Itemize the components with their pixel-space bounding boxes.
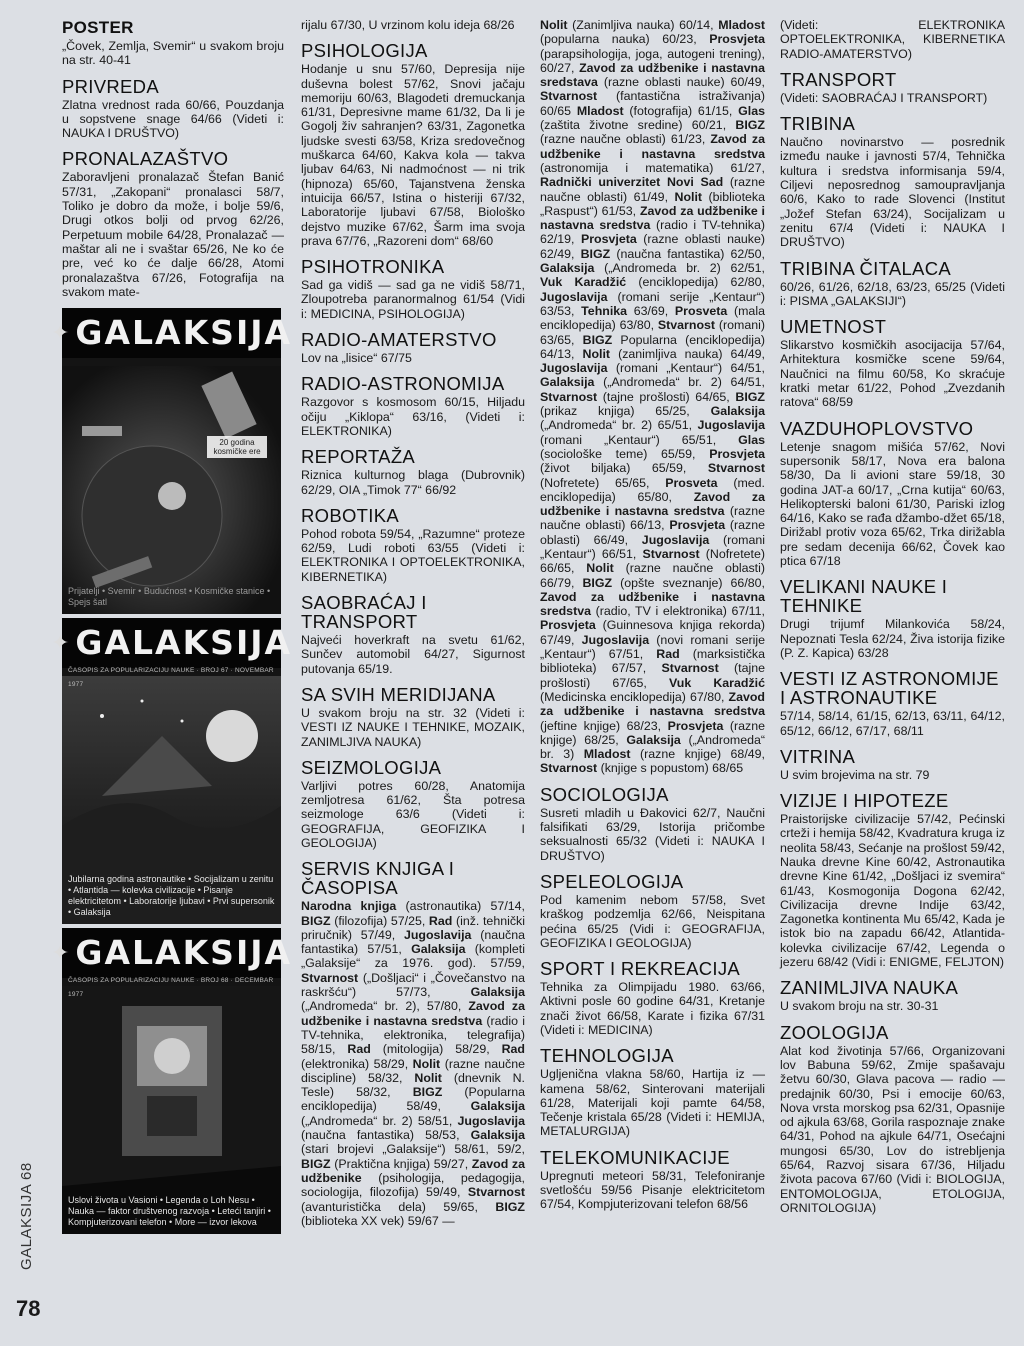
rocket-icon: ✦ [50,320,70,345]
section-entries: Zlatna vrednost rada 60/66, Pouzdanja u sopstvene snage 64/66 (Videti i: NAUKA I DRUŠTVO) [62,97,284,141]
section-heading: POSTER [62,18,134,37]
section-entries: Razgovor s kosmosom 60/15, Hiljadu očiju „Kiklopa“ 63/16, (Videti i: ELEKTRONIKA) [301,395,525,438]
magazine-cover [50,308,293,614]
running-title: GALAKSIJA 68 [18,1162,35,1270]
cover-tag: 20 godina kosmičke ere [207,436,267,458]
section-entries: Slikarstvo kosmičkih asocijacija 57/64, Arhitektura kosmičke scene 59/64, Naučnici na filmu 60/58, Ko skraćuje kratki metar 61/22, Pohod „Zvezdanih ratova“ 68/59 [780,338,1005,410]
index-section [540,18,765,776]
index-section [62,149,284,299]
index-section [780,419,1005,569]
section-heading: UMETNOST [780,316,887,338]
section-heading: VAZDUHOPLOVSTVO [780,417,974,439]
cover-masthead [50,928,293,978]
section-entries: Tehnika za Olimpijadu 1980. 63/66, Aktivni posle 60 godine 64/31, Kretanje znači život 66/58, Karate i fizika 67/31 (Videti i: MEDICINA) [540,980,765,1037]
index-section [540,1046,765,1138]
index-section [780,114,1005,249]
section-entries: Ugljenična vlakna 58/60, Hartija iz — kamena 58/62, Sinterovani materijali 61/28, Materijali koji pamte 64/58, Tečenje kristala 65/28 (Videti i: HEMIJA, METALURGIJA) [540,1067,765,1139]
section-entries: Lov na „lisice“ 67/75 [301,351,412,366]
index-section [301,41,525,248]
index-section [301,758,525,850]
section-entries: Letenje snagom mišića 57/62, Novi supersonik 58/17, Nova era balona 58/30, Da li avioni stare 59/18, 30 godina JAT-a 60/17, „Crna kutija“ 60/63, Helikopterski baloni 61/30, Pariski izlog 64/16, Kako se rađa džambo-džet 65/18, Dirižabl protiv voza 65/62, Trka dirižabla pre sedam decenija 66/62, Čovek kao ptica 67/18 [780,439,1005,569]
section-heading: TRIBINA ČITALACA [780,257,951,279]
section-heading: PSIHOLOGIJA [301,40,428,62]
section-entries: Varljivi potres 60/28, Anatomija zemljotresa 61/62, Šta potresa seizmologe 63/6 (Videti i: GEOGRAFIJA, GEOFIZIKA I GEOLOGIJA) [301,778,525,850]
section-heading: ZANIMLJIVA NAUKA [780,977,959,999]
index-section [780,259,1005,309]
index-section [301,374,525,438]
cover-subtitle: ČASOPIS ZA POPULARIZACIJU NAUKE · BROJ 68 · DECEMBAR 1977 [68,977,274,999]
index-section [301,18,525,32]
index-section [780,747,1005,782]
section-entries: Naučno novinarstvo — posrednik između nauke i javnosti 57/4, Tehnička kultura i sredstva informisanja 59/4, Ciljevi neposrednog samoupravljanja 60/6, Kako to rade Slovenci (Institut „Jožef Stefan 63/24), Socijalizam u zenitu 67/4 (Videti i: NAUKA I DRUŠTVO) [780,135,1005,250]
section-entries: (Videti: ELEKTRONIKA OPTOELEKTRONIKA, KIBERNETIKA RADIO-AMATERSTVO) [780,18,1005,61]
index-section [780,1023,1005,1216]
index-section [780,978,1005,1013]
section-heading: SEIZMOLOGIJA [301,756,442,778]
index-section [301,593,525,676]
index-section [780,791,1005,969]
cover-logo: GALAKSIJA [75,623,293,662]
column-2 [301,18,525,1237]
index-section [301,330,525,365]
section-entries: Pohod robota 59/54, „Razumne“ proteze 62/59, Ludi roboti 63/55 (Videti i: ELEKTRONIKA I OPTOELEKTRONIKA, KIBERNETIKA) [301,526,525,584]
column-1 [50,18,293,1234]
magazine-cover [50,928,293,1234]
index-section [780,577,1005,660]
section-heading: TRANSPORT [780,68,897,90]
section-entries: „Čovek, Zemlja, Svemir“ u svakom broju na str. 40-41 [62,39,284,68]
section-entries: Praistorijske civilizacije 57/42, Pećinski crteži i hemija 58/42, Kvadratura kruga iz neolita 58/43, Sećanje na prošlost 59/42, Nauka drevne Kine 60/42, Astronautika drevne Kine 61/42, „Došljaci iz svemira“ 61/43, Kosmogonija Dogona 62/42, Civilizacija drevne Indije 63/42, Zagonetka kontinenta Mu 65/42, Kada je istok bio na zapadu 66/42, Atlantida-kolevka civilizacije 67/42, Legenda o jezeru 68/42 (Vidi i: ENIGME, FELJTON) [780,812,1005,970]
section-heading: TRIBINA [780,113,856,135]
cover-masthead [50,308,293,358]
section-entries: Nolit (Zanimljiva nauka) 60/14, Mladost (popularna nauka) 60/23, Prosvjeta (parapsihologija, joga, autogeni trening), 60/27, Zavod za udžbenike i nastavna sredstava (razne oblasti nauke) 60/49, Stvarnost (fantastična istraživanja) 60/65 Mladost (fotografija) 61/15, Glas (zaštita životne sredine) 60/21, BIGZ (razne naučne oblasti) 61/23, Zavod za udžbenike i nastavna sredstva (astronomija i matematika) 61/27, Radnički univerzitet Novi Sad (razne naučne oblasti) 61/49, Nolit (biblioteka „Raspust“) 61/53, Zavod za udžbenike i nastavna sredstva (radio i TV-tehnika) 62/19, Prosvjeta (razne oblasti nauke) 62/49, BIGZ (naučna fantastika) 62/50, Galaksija („Andromeda br. 2) 62/51, Vuk Karadžić (enciklopedija) 62/80, Jugoslavija (romani serije „Kentaur“) 63/53, Tehnika 63/69, Prosveta (mala enciklopedija) 63/80, Stvarnost (romani) 63/65, BIGZ Popularna (enciklopedija) 64/13, Nolit (zanimljiva nauka) 64/49, Jugoslavija (romani „Kentaur“) 64/51, Galaksija („Andromeda“ br. 2) 64/51, Stvarnost (tajne prošlosti) 64/65, BIGZ (prikaz knjiga) 65/25, Galaksija („Andromeda“ br. 2) 65/51, Jugoslavija (romani „Kentaur“) 65/51, Glas (sociološke teme) 65/59, Prosvjeta (život biljaka) 65/59, Stvarnost (Nofretete) 65/65, Prosveta (med. enciklopedija) 65/80, Zavod za udžbenike i nastavna sredstva (razne naučne oblasti) 66/13, Prosvjeta (razne oblasti) 66/49, Jugoslavija (romani „Kentaur“) 66/51, Stvarnost (Nofretete) 66/65, Nolit (razne naučne oblasti) 66/79, BIGZ (opšte sveznanje) 66/80, Zavod za udžbenike i nastavna sredstva (radio, TV i elektronika) 67/11, Prosvjeta (Guinnesova knjiga rekorda) 67/49, Jugoslavija (novi romani serije „Kentaur“) 67/51, Rad (marksistička biblioteka) 67/57, Stvarnost (tajne prošlosti) 67/65, Vuk Karadžić (Medicinska enciklopedija) 67/80, Zavod za udžbenike i nastavna sredstva (jeftine knjige) 68/23, Prosvjeta (razne knjige) 68/25, Galaksija („Andromeda“ br. 3) Mladost (razne knjige) 68/49, Stvarnost (knjige s popustom) 68/65 [540,18,766,776]
section-entries: Pod kamenim nebom 57/58, Svet kraškog podzemlja 62/66, Neispitana pećina 65/25 (Vidi i: GEOGRAFIJA, GEOFIZIKA I GEOLOGIJA) [540,892,765,950]
index-section [540,785,765,863]
index-section [301,506,525,584]
section-entries: Zaboravljeni pronalazač Štefan Banić 57/31, „Zakopani“ pronalasci 58/7, Toliko je dobro da može, i bolje 59/6, Drugi otkos bolji od prvog 62/26, Perpetuum mobile 64/28, Pronalazač — maštar ali ne i svaštar 65/26, Ne ko će pre, već ko će dalje 66/28, Atomi pronalazaštva 67/26, Fotografija na svakom mate- [62,170,284,299]
section-entries: 57/14, 58/14, 61/15, 62/13, 63/11, 64/12, 65/12, 66/12, 67/17, 68/11 [780,709,1005,738]
section-heading: REPORTAŽA [301,446,416,468]
section-heading: PRIVREDA [62,75,159,97]
section-heading: ROBOTIKA [301,504,399,526]
section-heading: RADIO-AMATERSTVO [301,329,497,351]
index-section [540,959,765,1037]
section-entries: U svakom broju na str. 32 (Videti i: VESTI IZ NAUKE I TEHNIKE, MOZAIK, ZANIMLJIVA NAUKA) [301,705,525,749]
index-section [540,1148,765,1212]
index-section [301,685,525,749]
section-heading: SOCIOLOGIJA [540,783,669,805]
index-section [780,18,1005,61]
index-section [62,18,284,68]
section-heading: VELIKANI NAUKE I TEHNIKE [780,576,948,617]
section-entries: Riznica kulturnog blaga (Dubrovnik) 62/29, OIA „Timok 77“ 66/92 [301,468,525,497]
section-entries: U svakom broju na str. 30-31 [780,999,939,1014]
section-heading: VIZIJE I HIPOTEZE [780,790,949,812]
cover-illustration [62,366,281,614]
section-entries: Drugi trijumf Milankovića 58/24, Nepoznati Tesla 62/24, Živa istorija fizike (P. Z. Kapica) 63/28 [780,617,1005,660]
column-4 [780,18,1005,1224]
section-heading: TEHNOLOGIJA [540,1045,674,1067]
section-heading: RADIO-ASTRONOMIJA [301,373,505,395]
section-heading: ZOOLOGIJA [780,1021,889,1043]
cover-caption: Uslovi života u Vasioni • Legenda o Loh Nesu • Nauka — faktor društvenog razvoja • Leteći tanjiri • Kompjuterizovani telefon • More — izvor lekova [68,1195,271,1228]
column-3 [540,18,765,1221]
cover-caption: Jubilarna godina astronautike • Socijalizam u zenitu • Atlantida — kolevka civilizacije • Pisanje elektricitetom • Laboratorije ljubavi • Prvi supersonik • Galaksija [68,874,275,918]
section-heading: TELEKOMUNIKACIJE [540,1146,730,1168]
section-entries: U svim brojevima na str. 79 [780,767,930,782]
cover-logo: GALAKSIJA [75,313,293,352]
cover-masthead [50,618,293,668]
section-entries: Najveći hoverkraft na svetu 61/62, Sunčev automobil 64/27, Sigurnost putovanja 65/19. [301,633,525,676]
index-section [301,447,525,497]
cover-subtitle: ČASOPIS ZA POPULARIZACIJU NAUKE · BROJ 67 · NOVEMBAR 1977 [68,667,274,689]
section-heading: SPELEOLOGIJA [540,870,684,892]
section-entries: Upregnuti meteori 58/31, Telefoniranje svetlošću 59/56 Pisanje elektricitetom 67/54, Kompjuterizovani telefon 68/56 [540,1168,765,1212]
section-entries: Susreti mladih u Đakovici 62/7, Naučni falsifikati 63/29, Istorija pričombe seksualnosti 65/32 (Videti i: NAUKA I DRUŠTVO) [540,805,765,863]
page-number: 78 [16,1296,41,1321]
section-heading: SPORT I REKREACIJA [540,958,741,980]
section-entries: Sad ga vidiš — sad ga ne vidiš 58/71, Zloupotreba paranormalnog 61/54 (Vidi i: MEDICINA, PSIHOLOGIJA) [301,278,525,321]
section-heading: PSIHOTRONIKA [301,256,445,278]
section-heading: VITRINA [780,745,856,767]
index-section [62,77,284,141]
index-section [780,70,1005,105]
index-section [780,669,1005,738]
section-entries: rijalu 67/30, U vrzinom kolu ideja 68/26 [301,18,515,32]
index-section [780,317,1005,409]
section-entries: Narodna knjiga (astronautika) 57/14, BIGZ (filozofija) 57/25, Rad (inž. tehnički priručnik) 57/49, Jugoslavija (naučna fantastika) 57/51, Galaksija (kompleti „Galaksije“ za 1976. god). 57/59, Stvarnost („Došljaci“ i „Čovečanstvo na raskršću“) 57/73, Galaksija („Andromeda“ br. 2), 57/80, Zavod za udžbenike i nastavna sredstva (radio i TV-tehnika, elektronika, telegrafija) 58/15, Rad (mitologija) 58/29, Rad (elektronika) 58/29, Nolit (razne naučne discipline) 58/32, Nolit (dnevnik N. Tesle) 58/32, BIGZ (Popularna enciklopedija) 58/49, Galaksija („Andromeda“ br. 2) 58/51, Jugoslavija (naučna fantastika) 58/53, Galaksija (stari brojevi „Galaksije“) 58/61, 59/2, BIGZ (Praktična knjiga) 59/27, Zavod za udžbenike (psihologija, pedagogija, sociologija, filozofija) 59/49, Stvarnost (avanturistička dela) 59/65, BIGZ (biblioteka XX vek) 59/67 — [301,899,526,1228]
section-heading: PRONALAZAŠTVO [62,148,229,170]
section-entries: Alat kod životinja 57/66, Organizovani lov Babuna 59/62, Zmije spašavaju žetvu 60/30, Glava pacova — radio — predajnik 60/30, Psi i emocije 60/63, Nova vrsta morskog psa 62/31, Opasnije od ajkula 63/68, Gorila raspoznaje znake 64/31, Pohod na ajkule 64/71, Osećajni mungosi 65/30, Lov do istrebljenja 65/64, Razvoj sisara 67/36, Hiljadu života pacova 67/60 (Vidi i: BIOLOGIJA, ENTOMOLOGIJA, ETOLOGIJA, ORNITOLOGIJA) [780,1043,1005,1215]
section-heading: SA SVIH MERIDIJANA [301,683,496,705]
section-entries: (Videti: SAOBRAĆAJ I TRANSPORT) [780,90,988,105]
section-heading: SAOBRAĆAJ I TRANSPORT [301,592,427,633]
index-section [301,257,525,321]
cover-images [50,308,293,1234]
cover-logo: GALAKSIJA [75,933,293,972]
index-section [540,872,765,950]
section-entries: Hodanje u snu 57/60, Depresija nije duševna bolest 57/62, Snovi jačaju memoriju 60/63, Blagodeti dremuckanja 61/31, Depresivne mame 61/32, Da li je Gogolj živ sahranjen? 63/31, Zagonetka ljudske svesti 63/58, Kriza sredovečnog muškarca 64/60, Kakva kola — takva ljubav 64/63, Ni nadmoćnost — ni trik (hipnoza) 65/60, Tajanstvena ženska intuicija 66/57, Istina o histeriji 67/32, Laboratorije ljubavi 67/58, Biološko dejstvo muzike 67/62, Šarm ima svoja prava 67/76, „Razoreni dom“ 68/60 [301,62,525,248]
section-heading: VESTI IZ ASTRONOMIJE I ASTRONAUTIKE [780,668,999,709]
rocket-icon: ✦ [50,630,70,655]
section-entries: 60/26, 61/26, 62/18, 63/23, 65/25 (Videti i: PISMA „GALAKSIJI“) [780,279,1005,308]
index-section [301,859,525,1228]
cover-caption: Prijatelji • Svemir • Budućnost • Kosmičke stanice • Spejs šatl [68,586,271,608]
rocket-icon: ✦ [50,940,70,965]
section-heading: SERVIS KNJIGA I ČASOPISA [301,858,455,899]
magazine-cover [50,618,293,924]
